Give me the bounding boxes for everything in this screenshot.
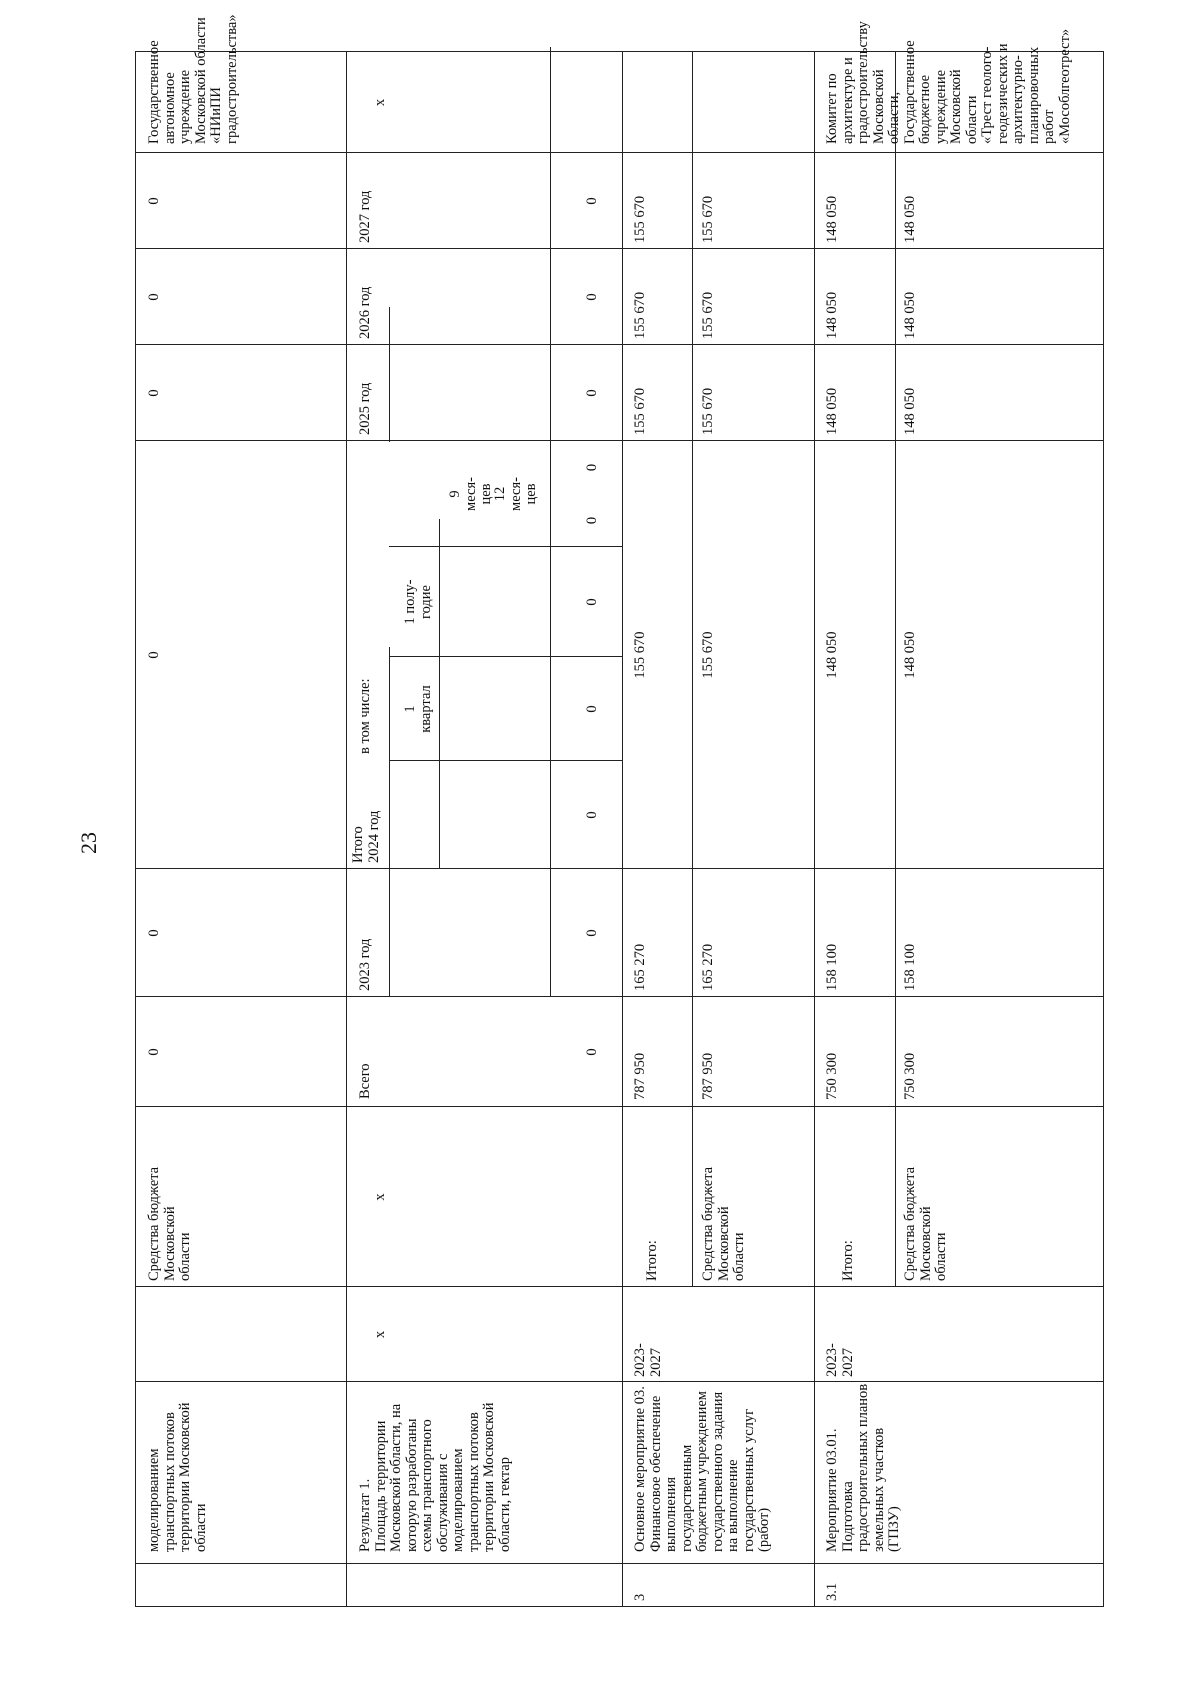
col-border [135,996,1104,997]
row-border [135,52,136,1607]
row-period: 2023- 2027 [632,1343,664,1377]
value-2023: 0 [146,929,162,937]
col-border [135,152,1104,153]
result-value-2025: 0 [584,389,600,397]
value-2026: 155 670 [632,291,648,339]
header-2027: 2027 год [357,190,373,243]
funding-source: Средства бюджета Московской области [146,1166,193,1281]
row-border [1103,52,1104,1607]
value-2023: 158 100 [902,943,918,991]
value-total: 750 300 [902,1052,918,1100]
page-number: 23 [76,832,101,854]
col-border [135,1286,1104,1287]
value-2024: 155 670 [700,631,716,679]
header-2023: 2023 год [357,938,373,991]
value-2023: 158 100 [824,943,840,991]
header-border [389,307,390,442]
result-executor: х [372,98,388,107]
value-2025: 155 670 [700,387,716,435]
col-border [135,440,1104,441]
header-2025: 2025 год [357,382,373,435]
value-2026: 148 050 [902,291,918,339]
col-border [135,1563,1104,1564]
sub-row-border [692,52,693,1287]
funding-source: Средства бюджета Московской области [902,1166,949,1281]
header-h1: 1 полу- годие [402,579,434,625]
header-q1: 1 квартал [402,685,434,733]
value-2027: 155 670 [632,195,648,243]
executor: Государственное автономное учреждение Московской области «НИиПИ градостроительства» [146,14,240,144]
col-border [135,1106,1104,1107]
rotated-budget-table [135,14,1105,1607]
result-value-2027: 0 [584,197,600,205]
value-2023: 165 270 [632,943,648,991]
header-2026: 2026 год [357,286,373,339]
value-total: 787 950 [700,1052,716,1100]
value-2024: 148 050 [824,631,840,679]
row-description: Мероприятие 03.01. Подготовка градостроительных планов земельных участков (ГПЗУ) [824,1383,902,1552]
value-2027: 148 050 [902,195,918,243]
row-description: Основное мероприятие 03. Финансовое обеспечение выполнения государственным бюджетным учреждением государственного задания на выполнение государственных услуг (работ) [632,1386,772,1552]
value-2024: 148 050 [902,631,918,679]
result-value-12m: 0 [584,463,600,472]
row-period: 2023- 2027 [824,1343,856,1377]
header-12m: 12 меся- цев [492,477,539,511]
col-border [135,1606,1104,1607]
header-9m: 9 меся- цев [447,477,494,511]
value-2024: 0 [146,651,162,659]
result-value-h1: 0 [584,598,600,606]
value-2026: 0 [146,293,162,301]
value-2026: 148 050 [824,291,840,339]
row-border [814,52,815,1607]
col-border [135,1381,1104,1382]
value-2027: 148 050 [824,195,840,243]
row-border [622,52,623,1607]
result-value-2026: 0 [584,293,600,301]
value-2025: 148 050 [824,387,840,435]
itogo-label: Итого: [644,1240,660,1281]
result-value-2023: 0 [584,929,600,937]
value-2025: 148 050 [902,387,918,435]
value-2027: 0 [146,197,162,205]
value-2025: 0 [146,389,162,397]
value-2024: 155 670 [632,631,648,679]
row-number: 3.1 [824,1582,840,1601]
row-number: 3 [632,1593,648,1601]
col-border [135,248,1104,249]
value-2023: 165 270 [700,943,716,991]
result-description: Результат 1. Площадь территории Московской области, на которую разработаны схемы транспортного обслуживания с моделированием транспортных потоков территории Московской области, гектар [357,1402,513,1552]
header-itogo-2024: Итого 2024 год [350,810,382,863]
result-source: х [372,1193,388,1201]
col-border [135,344,1104,345]
task-description: моделированием транспортных потоков территории Московской области [146,1402,209,1552]
col-border [135,868,1104,869]
value-total: 787 950 [632,1052,648,1100]
header-border [439,519,440,869]
value-2026: 155 670 [700,291,716,339]
result-period: х [372,1330,388,1339]
result-value-9m: 0 [584,516,600,525]
header-incl: в том числе: [357,678,373,754]
result-value-total: 0 [584,1048,600,1056]
value-total: 750 300 [824,1052,840,1100]
funding-source: Средства бюджета Московской области [700,1166,747,1281]
result-value-itogo-2024: 0 [584,811,600,819]
value-2027: 155 670 [700,195,716,243]
itogo-label: Итого: [840,1240,856,1281]
result-value-q1: 0 [584,705,600,713]
header-border [389,647,390,997]
value-total: 0 [146,1048,162,1056]
header-total: Всего [357,1063,373,1099]
row-border [346,52,347,1607]
header-border [550,47,551,997]
value-2025: 155 670 [632,387,648,435]
sub-row-border [895,52,896,1287]
executor: Комитет по архитектуре и градостроительству Московской области, Государственное бюджетное учреждение Московской области «Трест геолого- геодезических и архитектурно- планировочных работ «Мособлгеотрест» [824,21,1073,144]
